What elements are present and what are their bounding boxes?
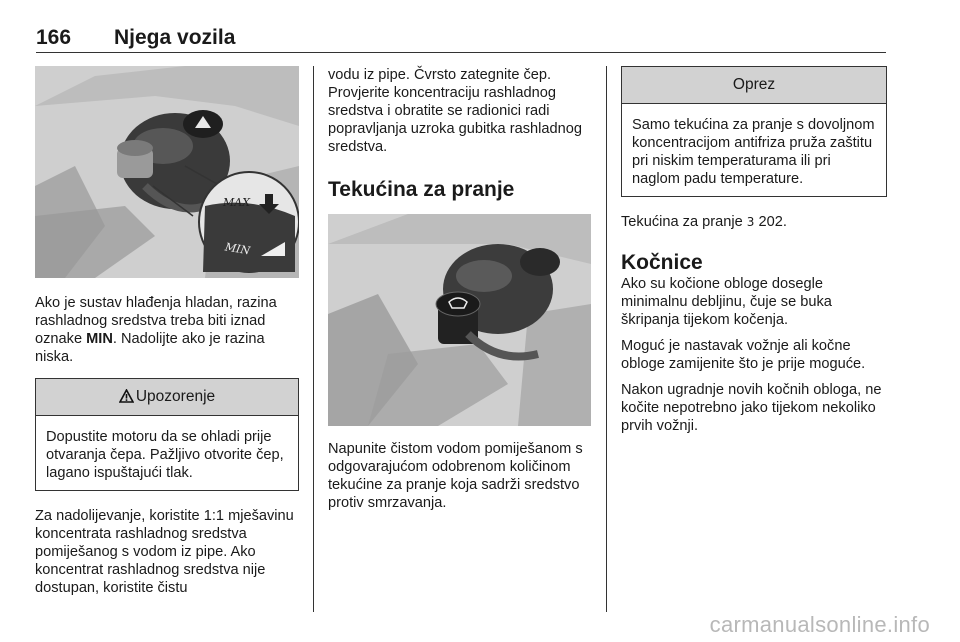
column-1 bbox=[35, 66, 299, 605]
brakes-paragraph-2: Moguć je nastavak vožnje ali kočne obloge zamijenite što je prije moguće. bbox=[621, 338, 866, 372]
refill-paragraph: Za nadolijevanje, koristite 1:1 mješavinu koncentrata rashladnog sredstva pomiješanog s vodom iz pipe. Ako koncentrat rashladnog sredstva nije dostupan, koristite čistu bbox=[35, 508, 294, 596]
brakes-heading: Kočnice bbox=[621, 251, 703, 274]
column-3 bbox=[621, 66, 887, 443]
brakes-paragraph-1: Ako su kočione obloge dosegle minimalnu debljinu, čuje se buka škripanja tijekom kočenja. bbox=[621, 276, 832, 328]
page-ref-arrow-icon: 3 bbox=[746, 215, 755, 229]
column-divider-right bbox=[606, 66, 607, 612]
washer-fill-paragraph: Napunite čistom vodom pomiješanom s odgovarajućom odobrenom količinom tekućine za pranje koja sadrži sredstvo protiv smrzavanja. bbox=[328, 441, 583, 511]
coolant-continued-paragraph: vodu iz pipe. Čvrsto zategnite čep. Provjerite koncentraciju rashladnog sredstva i obratite se radionici radi popravljanja uzroka gubitka rashladnog sredstva. bbox=[328, 67, 582, 155]
warning-triangle-icon bbox=[119, 381, 134, 417]
figure-min-label: MIN bbox=[223, 240, 252, 258]
warning-box-header bbox=[36, 379, 298, 416]
washer-reservoir-illustration bbox=[328, 214, 591, 426]
watermark-text: carmanualsonline.info bbox=[709, 612, 930, 637]
column-2 bbox=[328, 66, 591, 520]
column-divider-left bbox=[313, 66, 314, 612]
brakes-paragraph-3: Nakon ugradnje novih kočnih obloga, ne kočite nepotrebno jako tijekom nekoliko prvih vožnji. bbox=[621, 382, 882, 434]
warning-box bbox=[35, 378, 299, 491]
caution-title: Oprez bbox=[622, 67, 886, 104]
page-header bbox=[36, 26, 886, 53]
warning-text: Dopustite motoru da se ohladi prije otvaranja čepa. Pažljivo otvorite čep, lagano ispuštajući tlak. bbox=[46, 429, 284, 481]
page-number: 166 bbox=[36, 26, 72, 49]
caution-box bbox=[621, 66, 887, 197]
coolant-reservoir-illustration bbox=[35, 66, 299, 278]
washer-fluid-heading: Tekućina za pranje bbox=[328, 178, 515, 201]
warning-title: Upozorenje bbox=[135, 388, 216, 405]
min-mark-label: MIN bbox=[86, 331, 113, 347]
page-title: Njega vozila bbox=[114, 26, 236, 49]
coolant-intro-paragraph: Ako je sustav hlađenja hladan, razina rashladnog sredstva treba biti iznad oznake MIN. Nadolijte ako je razina niska. bbox=[35, 295, 277, 365]
figure-max-label: MAX bbox=[223, 196, 251, 209]
washer-fluid-reference[interactable]: Tekućina za pranje 3 202. bbox=[621, 214, 787, 230]
caution-text: Samo tekućina za pranje s dovoljnom koncentracijom antifriza pruža zaštitu pri niskim temperaturama ili pri naglom padu temperature. bbox=[632, 117, 875, 187]
